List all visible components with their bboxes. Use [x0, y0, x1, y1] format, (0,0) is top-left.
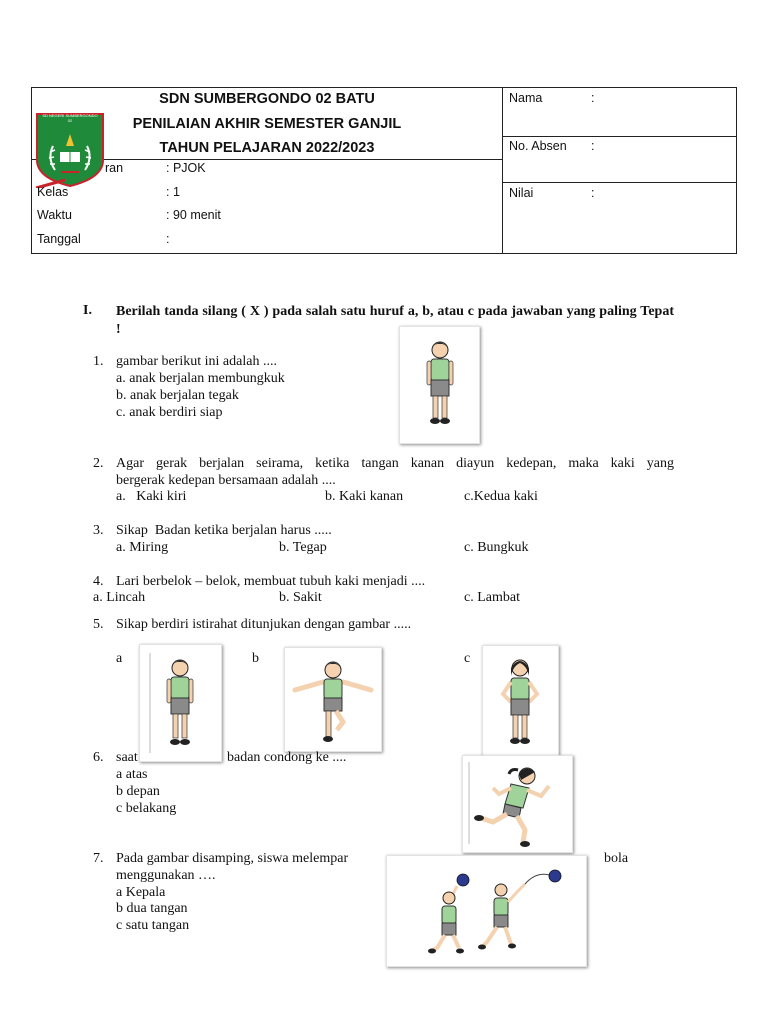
question-1-option-b: b. anak berjalan tegak — [116, 388, 239, 403]
question-6-text-start: saat — [116, 750, 138, 765]
question-6-text-end: badan condong ke .... — [227, 750, 347, 765]
question-1-option-a: a. anak berjalan membungkuk — [116, 371, 285, 386]
question-2-text-line1: Agar gerak berjalan seirama, ketika tangan kanan diayun kedepan, maka kaki yang — [116, 456, 674, 471]
question-4-option-a: a. Lincah — [93, 590, 146, 605]
question-3-option-b: b. Tegap — [279, 540, 327, 555]
exam-title: PENILAIAN AKHIR SEMESTER GANJIL — [132, 116, 402, 132]
question-5-option-c: c — [464, 651, 471, 666]
label-nilai: Nilai — [509, 186, 534, 200]
question-7-option-b: b dua tangan — [116, 901, 188, 916]
question-5-image-a — [139, 644, 222, 762]
question-7-option-a: a Kepala — [116, 885, 166, 900]
question-6-option-a: a atas — [116, 767, 148, 782]
question-5-option-b: b — [252, 651, 259, 666]
question-5-number: 5. — [93, 617, 104, 632]
standing-child-icon — [400, 327, 479, 443]
school-year: TAHUN PELAJARAN 2022/2023 — [159, 140, 375, 156]
balancing-child-icon — [285, 648, 381, 751]
question-4-text: Lari berbelok – belok, membuat tubuh kaki menjadi .... — [116, 574, 426, 589]
question-1-number: 1. — [93, 354, 104, 369]
section-number: I. — [83, 303, 92, 318]
value-mata-pelajaran: : PJOK — [166, 161, 206, 175]
question-5-text: Sikap berdiri istirahat ditunjukan dengan gambar ..... — [116, 617, 412, 632]
section-instruction: Berilah tanda silang ( X ) pada salah satu huruf a, b, atau c pada jawaban yang paling Tepat ! — [116, 304, 674, 337]
question-4-number: 4. — [93, 574, 104, 589]
question-7-text-part2: bola — [604, 851, 629, 866]
question-7-number: 7. — [93, 851, 104, 866]
question-1-image — [399, 326, 480, 444]
label-kelas: Kelas — [37, 185, 69, 199]
label-no-absen: No. Absen — [509, 139, 567, 153]
question-4-option-c: c. Lambat — [464, 590, 520, 605]
value-tanggal: : — [166, 232, 170, 246]
value-nama: : — [591, 91, 595, 105]
question-1-text: gambar berikut ini adalah .... — [116, 354, 277, 369]
label-waktu: Waktu — [37, 208, 72, 222]
value-nilai: : — [591, 186, 595, 200]
standing-child-icon — [140, 645, 221, 761]
question-3-number: 3. — [93, 523, 104, 538]
header-divider-absen — [502, 182, 736, 183]
question-3-option-c: c. Bungkuk — [464, 540, 529, 555]
question-2-option-a: a. Kaki kiri — [116, 489, 187, 504]
question-1-option-c: c. anak berdiri siap — [116, 405, 223, 420]
question-5-option-a: a — [116, 651, 123, 666]
label-mata-pelajaran: ran — [105, 161, 124, 175]
question-6-option-b: b depan — [116, 784, 160, 799]
question-3-text: Sikap Badan ketika berjalan harus ..... — [116, 523, 332, 538]
question-2-number: 2. — [93, 456, 104, 471]
question-2-option-c: c.Kedua kaki — [464, 489, 538, 504]
value-waktu: : 90 menit — [166, 208, 221, 222]
logo-text: SD NEGERI SUMBERGONDO 02 — [42, 113, 98, 123]
value-no-absen: : — [591, 139, 595, 153]
question-3-option-a: a. Miring — [116, 540, 169, 555]
question-7-image — [386, 855, 587, 967]
question-6-image — [462, 755, 573, 853]
header-divider-vertical — [502, 88, 503, 253]
label-tanggal: Tanggal — [37, 232, 81, 246]
label-nama: Nama — [509, 91, 543, 105]
girl-standing-akimbo-icon — [483, 646, 558, 761]
school-name: SDN SUMBERGONDO 02 BATU — [159, 91, 375, 107]
running-child-icon — [463, 756, 572, 852]
question-4-option-b: b. Sakit — [279, 590, 322, 605]
question-7-option-c: c satu tangan — [116, 918, 190, 933]
question-6-number: 6. — [93, 750, 104, 765]
question-6-option-c: c belakang — [116, 801, 177, 816]
value-kelas: : 1 — [166, 185, 180, 199]
question-7-text-part1: Pada gambar disamping, siswa melempar — [116, 851, 349, 866]
question-5-image-b — [284, 647, 382, 752]
header-divider-name — [502, 136, 736, 137]
throwing-ball-icon — [387, 856, 586, 966]
question-7-text-line2: menggunakan …. — [116, 868, 216, 883]
exam-header-box — [31, 87, 737, 254]
question-5-image-c — [482, 645, 559, 762]
school-logo-icon — [35, 112, 105, 188]
question-2-option-b: b. Kaki kanan — [325, 489, 404, 504]
question-2-text-line2: bergerak kedepan bersamaan adalah .... — [116, 473, 336, 488]
